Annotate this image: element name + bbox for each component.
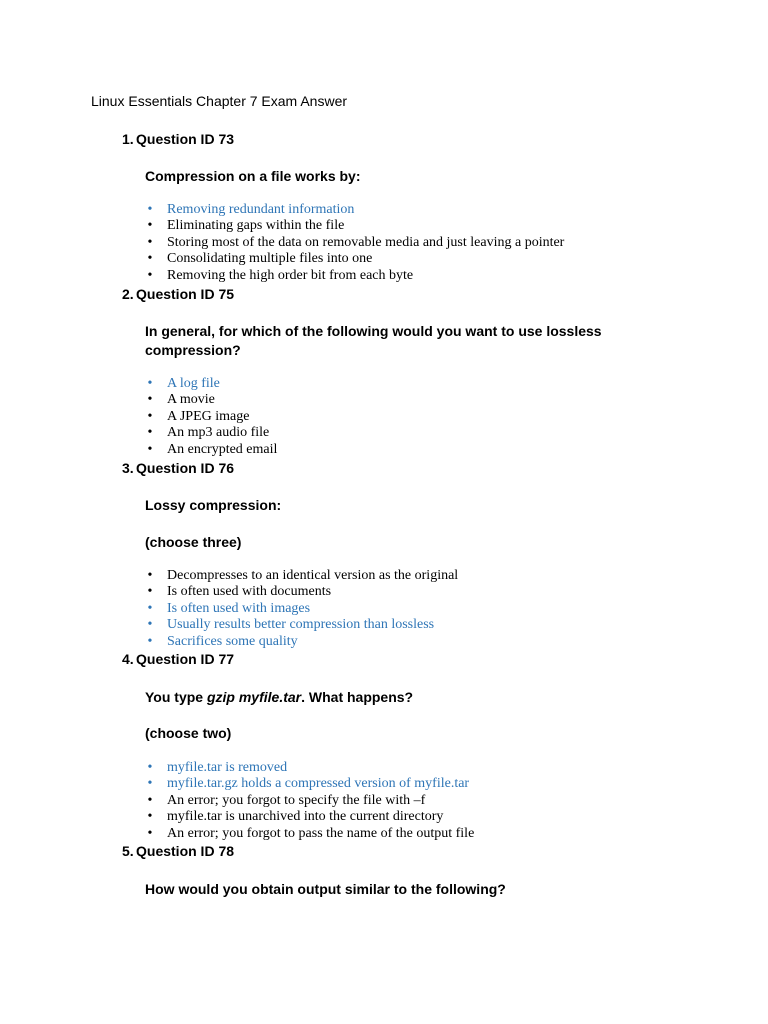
answer-option-text: Eliminating gaps within the file: [167, 218, 345, 234]
bullet-icon: •: [147, 425, 153, 441]
bullet-icon: •: [147, 202, 153, 217]
question-id-label: Question ID 75: [136, 286, 235, 302]
answer-option-correct: [145, 617, 458, 633]
answer-option-text: myfile.tar.gz holds a compressed version of myfile.tar: [167, 776, 470, 792]
bullet-icon: •: [147, 234, 153, 250]
answer-option-text: Removing redundant information: [167, 202, 355, 217]
answer-option-correct: [145, 376, 277, 392]
bullet-icon: •: [147, 760, 153, 775]
question-id-label: Question ID 73: [136, 131, 235, 147]
answer-option-text: An mp3 audio file: [167, 425, 270, 441]
question-number: 3.: [122, 460, 134, 476]
answer-option: [145, 826, 474, 842]
bullet-icon: •: [147, 408, 153, 424]
answer-option-text: Removing the high order bit from each byte: [167, 267, 414, 283]
bullet-icon: •: [147, 376, 153, 391]
answer-option: [145, 409, 277, 425]
answer-option: [145, 793, 474, 809]
bullet-icon: •: [147, 568, 153, 583]
question-number: 2.: [122, 286, 134, 302]
answer-option: [145, 268, 564, 284]
answer-option-correct: [145, 202, 564, 218]
bullet-icon: •: [147, 825, 153, 841]
question-prompt-2: In general, for which of the following would you want to use lossless compression?: [145, 323, 602, 358]
answer-list-2: [145, 376, 277, 458]
question-id-label: Question ID 77: [136, 651, 235, 667]
answer-list-4: [145, 760, 474, 842]
bullet-icon: •: [147, 251, 153, 267]
answer-option-text: Is often used with documents: [167, 584, 332, 600]
answer-option-correct: [145, 634, 458, 650]
question-prompt-4: [145, 688, 625, 707]
question-number: 5.: [122, 843, 134, 859]
bullet-icon: •: [147, 584, 153, 600]
question-heading-5: [122, 843, 234, 859]
question-prompt-5: How would you obtain output similar to the following?: [145, 881, 506, 897]
answer-option-correct: [145, 776, 474, 792]
bullet-icon: •: [147, 633, 153, 649]
answer-option-text: Storing most of the data on removable media and just leaving a pointer: [167, 234, 565, 250]
answer-option-text: Usually results better compression than lossless: [167, 617, 435, 633]
answer-option-text: myfile.tar is unarchived into the current directory: [167, 809, 444, 825]
command-text: gzip myfile.tar: [206, 689, 302, 705]
question-heading-2: [122, 286, 234, 302]
answer-option: [145, 392, 277, 408]
answer-list-3: [145, 568, 458, 650]
answer-option-text: A movie: [167, 392, 215, 408]
bullet-icon: •: [147, 392, 153, 408]
answer-option-text: Decompresses to an identical version as the original: [167, 568, 459, 583]
bullet-icon: •: [147, 441, 153, 457]
question-heading-1: [122, 131, 234, 147]
question-heading-3: [122, 460, 234, 476]
answer-option-correct: [145, 601, 458, 617]
question-id-label: Question ID 78: [136, 843, 235, 859]
bullet-icon: •: [147, 218, 153, 234]
answer-option: [145, 584, 458, 600]
answer-option: [145, 425, 277, 441]
answer-option-text: A log file: [167, 376, 220, 391]
answer-option-text: Consolidating multiple files into one: [167, 251, 373, 267]
answer-option: [145, 235, 564, 251]
answer-option: [145, 218, 564, 234]
answer-option-text: A JPEG image: [167, 408, 250, 424]
bullet-icon: •: [147, 792, 153, 808]
bullet-icon: •: [147, 600, 153, 616]
bullet-icon: •: [147, 617, 153, 633]
bullet-icon: •: [147, 267, 153, 283]
answer-option-text: Is often used with images: [167, 600, 311, 616]
question-note-4: (choose two): [145, 725, 232, 741]
answer-option-text: Sacrifices some quality: [167, 633, 298, 649]
answer-option-text: An error; you forgot to specify the file with –f: [167, 792, 426, 808]
answer-option: [145, 809, 474, 825]
answer-option: [145, 442, 277, 458]
prompt-text: You type: [145, 689, 207, 705]
bullet-icon: •: [147, 776, 153, 792]
question-number: 1.: [122, 131, 134, 147]
answer-option-correct: [145, 760, 474, 776]
bullet-icon: •: [147, 809, 153, 825]
answer-option-text: myfile.tar is removed: [167, 760, 288, 775]
question-note-3: (choose three): [145, 534, 242, 550]
question-id-label: Question ID 76: [136, 460, 235, 476]
prompt-text: . What happens?: [301, 689, 414, 705]
answer-option: [145, 568, 458, 584]
question-prompt-3: Lossy compression:: [145, 497, 282, 513]
question-heading-4: [122, 651, 234, 667]
question-number: 4.: [122, 651, 134, 667]
document-title: Linux Essentials Chapter 7 Exam Answer: [91, 93, 348, 109]
answer-list-1: [145, 202, 564, 284]
answer-option-text: An error; you forgot to pass the name of the output file: [167, 825, 475, 841]
question-prompt-1: Compression on a file works by:: [145, 168, 361, 184]
answer-option-text: An encrypted email: [167, 441, 278, 457]
answer-option: [145, 251, 564, 267]
